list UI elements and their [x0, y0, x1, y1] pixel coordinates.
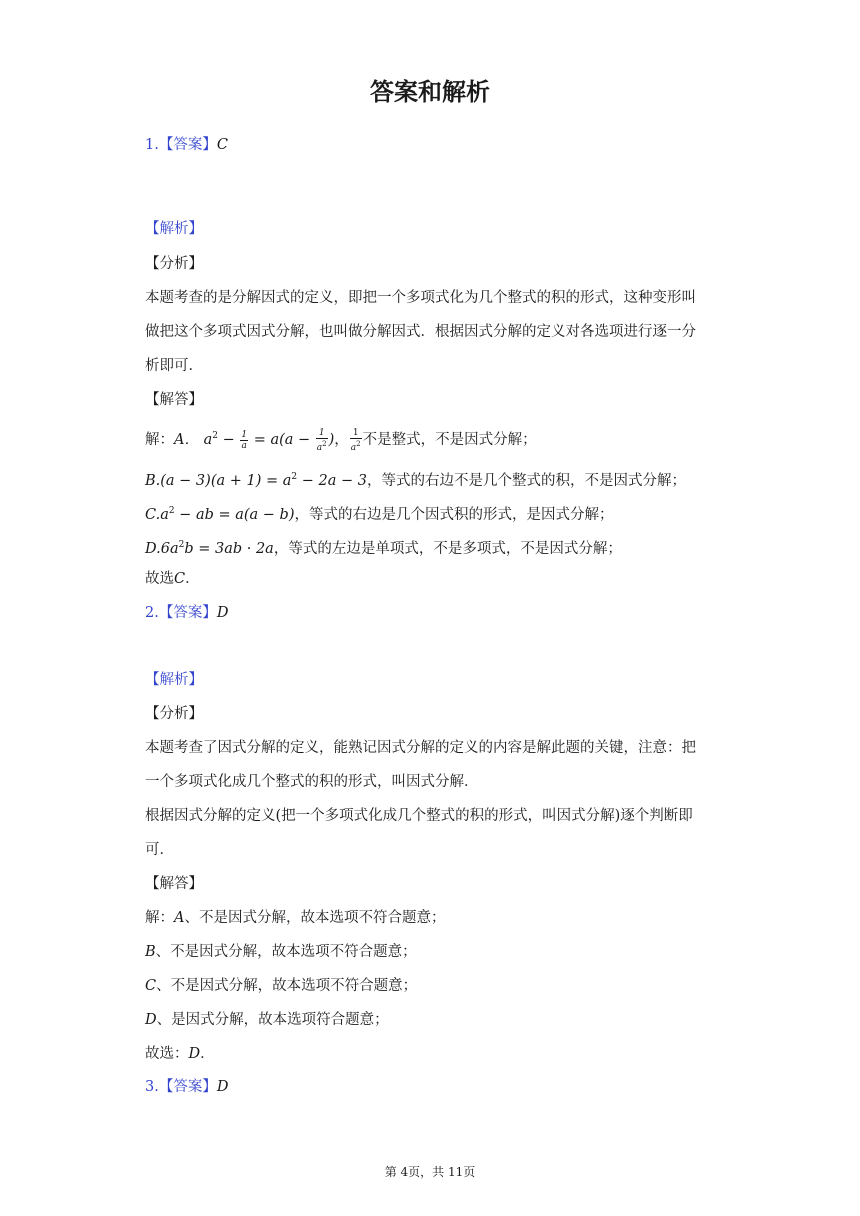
q1-answer-line — [145, 135, 228, 155]
q2-line-d-label: D — [145, 1012, 157, 1028]
q2-jieda-tag: 【解答】 — [145, 876, 203, 892]
q2-solution-line-a — [145, 908, 445, 928]
q1-line-d-text: ，等式的左边是单项式，不是多项式，不是因式分解； — [273, 541, 622, 557]
q2-line-b-text: 、不是因式分解，故本选项不符合题意； — [155, 944, 417, 960]
q3-number: 3. — [145, 1079, 159, 1095]
q1-formula-c: $a^2$ − ab = a(a − b) — [160, 506, 295, 523]
q1-conclusion — [145, 569, 200, 589]
q2-number: 2. — [145, 605, 159, 621]
q1-conclusion-answer: C — [174, 571, 186, 587]
q2-conclusion-suffix: ． — [200, 1046, 215, 1062]
q2-conclusion-prefix: 故选： — [145, 1046, 189, 1062]
q1-formula-b: $(a - 3)(a + 1) = a^2 - 2a - 3$ — [160, 472, 367, 489]
q1-line-a-text2: 不是整式，不是因式分解； — [362, 432, 537, 448]
q2-line-c-label: C — [145, 978, 157, 994]
q1-solution-line-a — [145, 426, 537, 453]
q2-answer-tag: 【答案】 — [158, 605, 217, 621]
q2-line-a-label: A — [174, 910, 185, 926]
q2-line-a-prefix: 解： — [145, 910, 174, 926]
q2-answer: D — [216, 605, 229, 621]
q2-line-b-label: B — [145, 944, 156, 960]
q3-answer-line — [145, 1077, 228, 1097]
q2-line-c-text: 、不是因式分解，故本选项不符合题意； — [156, 978, 418, 994]
q1-line-c-label: C. — [145, 507, 161, 523]
q1-solution-line-b — [145, 467, 686, 491]
q1-solution-line-d — [145, 535, 622, 559]
q1-fraction-a: $\frac{1}{a^2}$ — [350, 427, 361, 453]
q1-fenxi-tag: 【分析】 — [145, 256, 203, 272]
page-title: 答案和解析 — [370, 78, 490, 106]
q2-solution-line-b — [145, 942, 417, 962]
q1-line-a-text1: ， — [334, 432, 349, 448]
q1-answer-tag: 【答案】 — [158, 137, 217, 153]
q2-fenxi-tag: 【分析】 — [145, 706, 203, 722]
q1-jiexi-tag: 【解析】 — [145, 221, 203, 237]
q1-fenxi-line-2: 做把这个多项式因式分解，也叫做分解因式．根据因式分解的定义对各选项进行逐一分 — [145, 324, 696, 340]
q1-answer: C — [216, 137, 228, 153]
q1-conclusion-prefix: 故选 — [145, 571, 174, 587]
q1-solution-line-c — [145, 501, 614, 525]
q2-answer-line — [145, 603, 228, 623]
q1-conclusion-suffix: ． — [185, 571, 200, 587]
q2-fenxi-line-2: 一个多项式化成几个整式的积的形式，叫因式分解． — [145, 774, 479, 790]
q2-jiexi-tag: 【解析】 — [145, 672, 203, 688]
page-footer: 第 4页，共 11页 — [384, 1165, 476, 1179]
q1-formula-d: $6a^2b = 3ab \cdot 2a$ — [160, 540, 274, 557]
q1-jieda-tag: 【解答】 — [145, 392, 203, 408]
q1-number: 1. — [145, 137, 159, 153]
q1-fenxi-line-3: 析即可． — [145, 358, 203, 374]
q2-solution-line-d — [145, 1010, 389, 1030]
q1-line-d-label: D. — [145, 541, 161, 557]
q1-line-c-text: ，等式的右边是几个因式积的形式，是因式分解； — [294, 507, 614, 523]
q3-answer-tag: 【答案】 — [158, 1079, 217, 1095]
q1-line-a-label: A． — [174, 432, 199, 448]
q1-formula-a: $a^2$ − $\frac{1}{a}$ = a(a − $\frac{1}{a^2}$ ) — [203, 427, 335, 453]
q2-fenxi-line-1: 本题考查了因式分解的定义，能熟记因式分解的定义的内容是解此题的关键，注意：把 — [145, 740, 696, 756]
q2-conclusion — [145, 1044, 215, 1064]
q2-conclusion-answer: D — [188, 1046, 201, 1062]
q1-line-b-text: ，等式的右边不是几个整式的积，不是因式分解； — [366, 473, 686, 489]
q2-solution-line-c — [145, 976, 417, 996]
q2-line-a-text: 、不是因式分解，故本选项不符合题意； — [184, 910, 446, 926]
q2-line-d-text: 、是因式分解，故本选项符合题意； — [156, 1012, 389, 1028]
q2-fenxi-line-4: 可． — [145, 842, 174, 858]
q1-line-b-label: B. — [145, 473, 161, 489]
q1-line-a-prefix: 解： — [145, 432, 174, 448]
q1-fenxi-line-1: 本题考查的是分解因式的定义，即把一个多项式化为几个整式的积的形式，这种变形叫 — [145, 290, 696, 306]
q2-fenxi-line-3: 根据因式分解的定义(把一个多项式化成几个整式的积的形式，叫因式分解)逐个判断即 — [145, 808, 693, 824]
q3-answer: D — [216, 1079, 229, 1095]
